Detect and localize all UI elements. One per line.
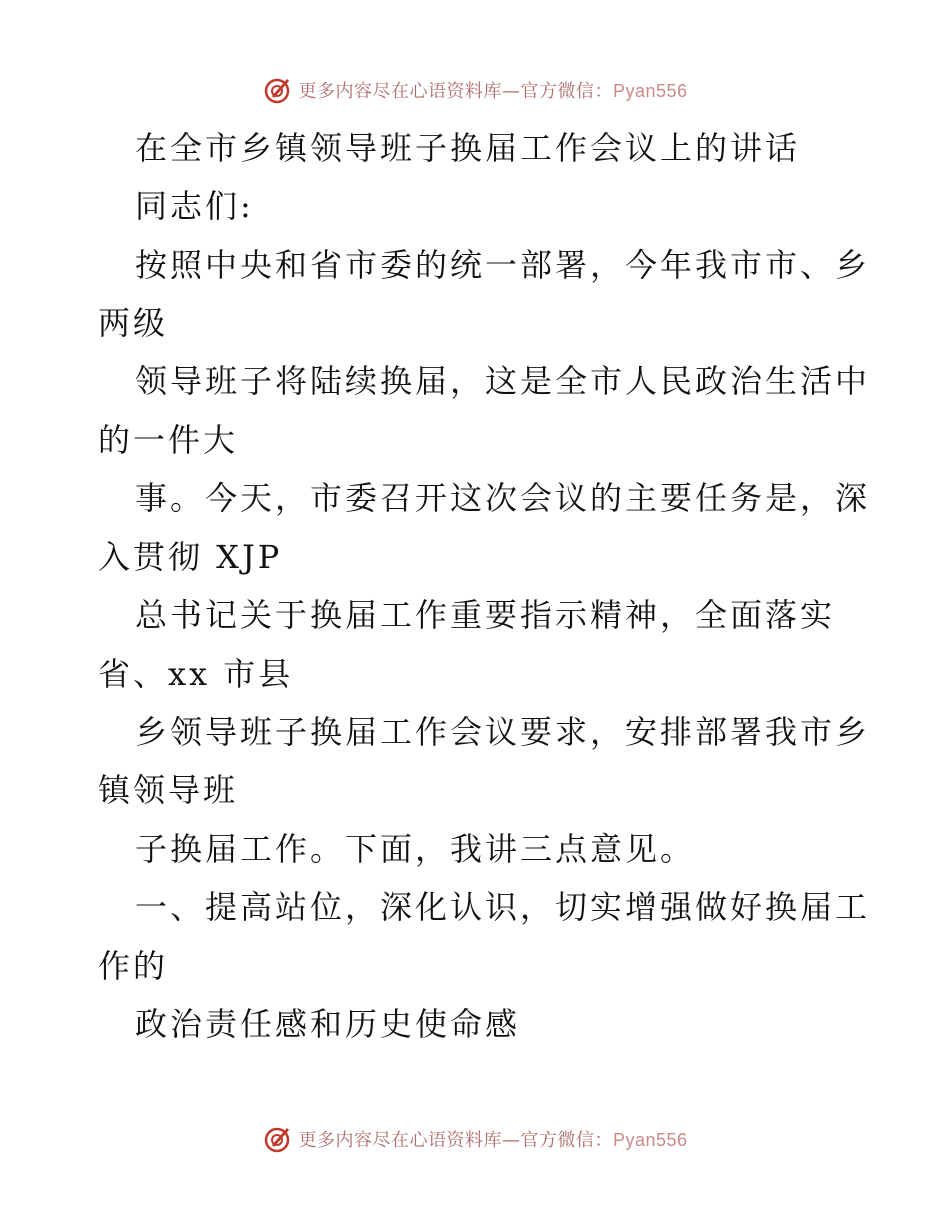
- footer-watermark: [0, 1121, 950, 1157]
- watermark-text: 更多内容尽在心语资料库—官方微信：Pyan556: [298, 81, 688, 102]
- paragraph-line: 入贯彻 XJP: [98, 538, 283, 576]
- paragraph-line: 省、xx 市县: [98, 655, 294, 693]
- paragraph-line: 按照中央和省市委的统一部署，今年我市市、乡: [135, 246, 871, 284]
- paragraph-line: 领导班子将陆续换届，这是全市人民政治生活中: [135, 362, 871, 400]
- quill-logo-icon: [262, 75, 292, 105]
- paragraph-line: 镇领导班: [98, 771, 239, 809]
- header-watermark: [0, 72, 950, 108]
- section-heading: 一、提高站位，深化认识，切实增强做好换届工: [135, 888, 871, 926]
- paragraph-line: 的一件大: [98, 421, 239, 459]
- quill-logo-icon: [262, 1124, 292, 1154]
- paragraph-line: 两级: [98, 304, 169, 342]
- paragraph-line: 乡领导班子换届工作会议要求，安排部署我市乡: [135, 713, 871, 751]
- watermark-text: 更多内容尽在心语资料库—官方微信：Pyan556: [298, 1130, 688, 1151]
- paragraph-line: 子换届工作。下面，我讲三点意见。: [135, 830, 696, 868]
- document-title: 在全市乡镇领导班子换届工作会议上的讲话: [135, 129, 801, 167]
- greeting: 同志们:: [135, 187, 254, 225]
- section-heading-continuation: 作的: [98, 947, 169, 985]
- paragraph-line: 事。今天，市委召开这次会议的主要任务是，深: [135, 479, 871, 517]
- section-heading-continuation: 政治责任感和历史使命感: [135, 1005, 521, 1043]
- paragraph-line: 总书记关于换届工作重要指示精神，全面落实: [135, 596, 836, 634]
